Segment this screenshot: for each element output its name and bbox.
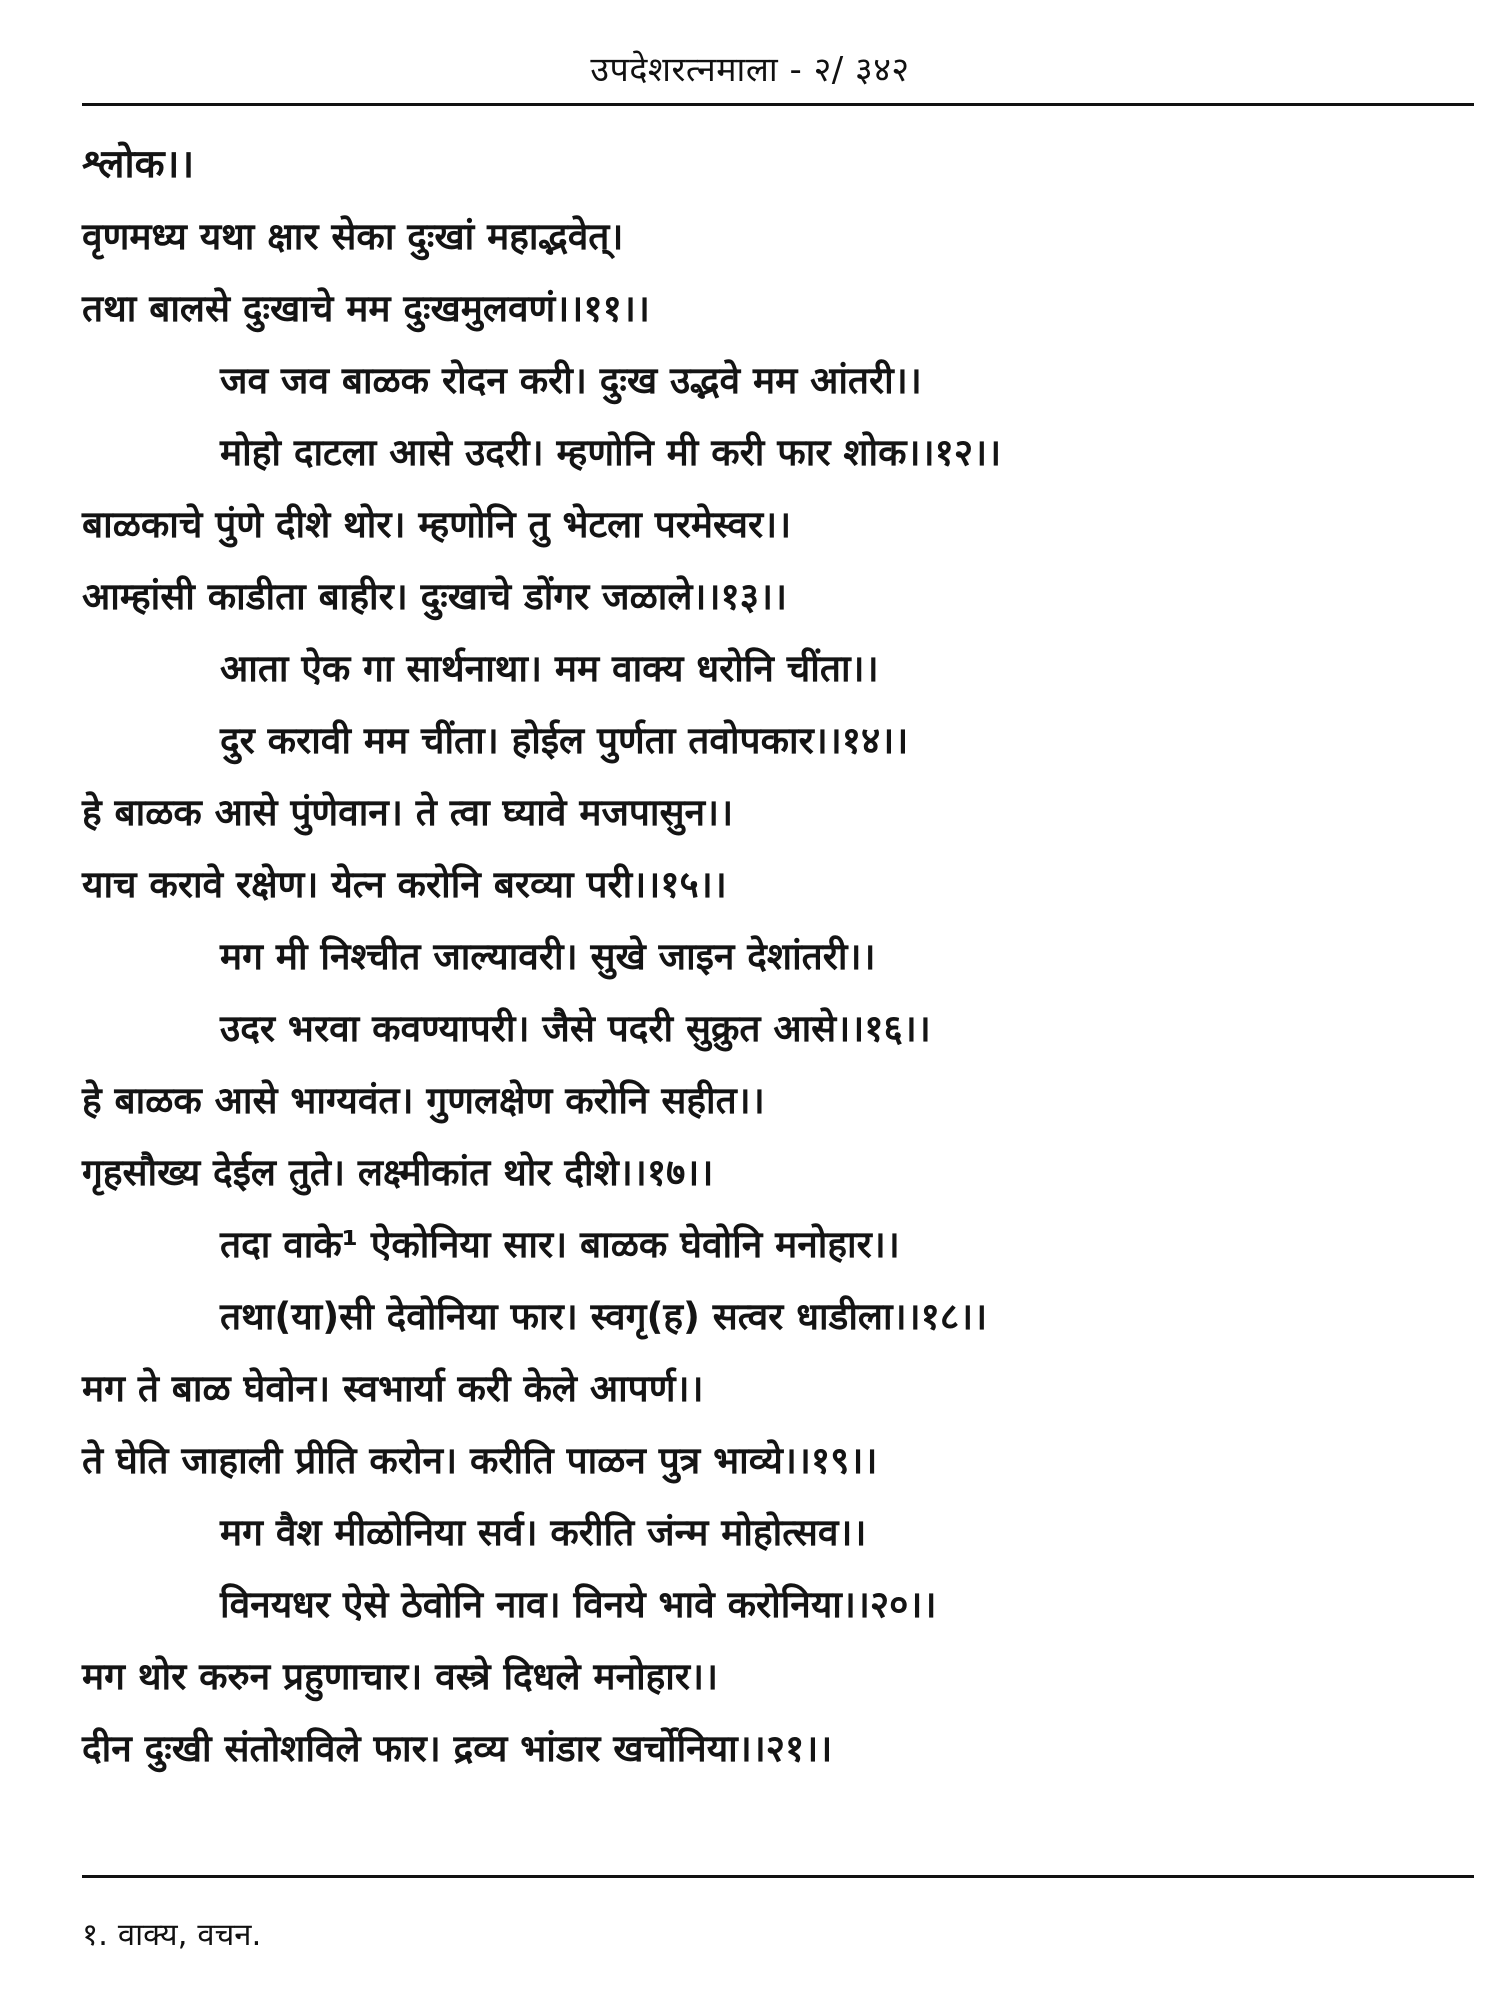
verse-line-9: हे बाळक आसे पुंणेवान। ते त्वा घ्यावे मजपासुन।। bbox=[82, 791, 734, 834]
footnote-text: १. वाक्य, वचन. bbox=[82, 1917, 262, 1953]
verse-line-6: आम्हांसी काडीता बाहीर। दुःखाचे डोंगर जळाले।।१३।। bbox=[82, 575, 787, 618]
section-heading: श्लोक।। bbox=[82, 142, 195, 187]
verse-line-12: उदर भरवा कवण्यापरी। जैसे पदरी सुक्रुत आसे।।१६।। bbox=[220, 1007, 931, 1050]
verse-line-13: हे बाळक आसे भाग्यवंत। गुणलक्षेण करोनि सहीत।। bbox=[82, 1079, 765, 1122]
verse-line-7: आता ऐक गा सार्थनाथा। मम वाक्य धरोनि चींता।। bbox=[220, 647, 879, 690]
verse-line-8: दुर करावी मम चींता। होईल पुर्णता तवोपकार।।१४।। bbox=[220, 719, 909, 762]
verse-line-4: मोहो दाटला आसे उदरी। म्हणोनि मी करी फार शोक।।१२।। bbox=[220, 431, 1002, 474]
verse-line-15: तदा वाके¹ ऐकोनिया सार। बाळक घेवोनि मनोहार।। bbox=[220, 1223, 900, 1266]
verse-line-21: मग थोर करुन प्रहुणाचार। वस्त्रे दिधले मनोहार।। bbox=[82, 1655, 719, 1698]
verse-line-20: विनयधर ऐसे ठेवोनि नाव। विनये भावे करोनिया।।२०।। bbox=[220, 1583, 937, 1626]
verse-line-16: तथा(या)सी देवोनिया फार। स्वगृ(ह) सत्वर धाडीला।।१८।। bbox=[220, 1295, 988, 1338]
header-divider bbox=[82, 103, 1474, 106]
verse-line-19: मग वैश मीळोनिया सर्व। करीति जंन्म मोहोत्सव।। bbox=[220, 1511, 867, 1554]
verse-line-1: वृणमध्य यथा क्षार सेका दुःखां महाद्भवेत्। bbox=[82, 215, 624, 258]
page-header-title: उपदेशरत्नमाला - २/ ३४२ bbox=[590, 50, 910, 90]
verse-line-17: मग ते बाळ घेवोन। स्वभार्या करी केले आपर्ण।। bbox=[82, 1367, 704, 1410]
verse-line-18: ते घेति जाहाली प्रीति करोन। करीति पाळन पुत्र भाव्ये।।१९।। bbox=[82, 1439, 878, 1482]
verse-line-5: बाळकाचे पुंणे दीशे थोर। म्हणोनि तु भेटला परमेस्वर।। bbox=[82, 503, 792, 546]
footnote-divider bbox=[82, 1875, 1474, 1878]
verse-line-3: जव जव बाळक रोदन करी। दुःख उद्भवे मम आंतरी।। bbox=[220, 359, 922, 402]
verse-line-2: तथा बालसे दुःखाचे मम दुःखमुलवणं।।११।। bbox=[82, 287, 650, 330]
verse-line-22: दीन दुःखी संतोशविले फार। द्रव्य भांडार खर्चोनिया।।२१।। bbox=[82, 1727, 833, 1770]
verse-line-11: मग मी निश्चीत जाल्यावरी। सुखे जाइन देशांतरी।। bbox=[220, 935, 876, 978]
verse-line-14: गृहसौख्य देईल तुते। लक्ष्मीकांत थोर दीशे।।१७।। bbox=[82, 1151, 714, 1194]
verse-line-10: याच करावे रक्षेण। येत्न करोनि बरव्या परी।।१५।। bbox=[82, 863, 727, 906]
